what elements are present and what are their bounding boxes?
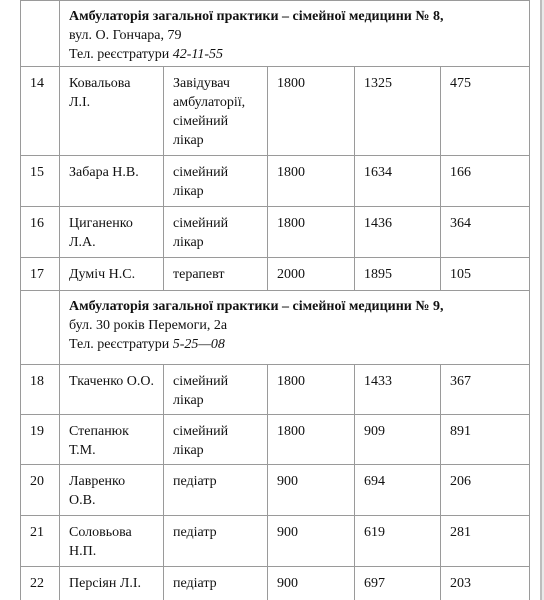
table-row <box>21 67 530 156</box>
doctor-position: Завідувач амбулаторії, сімейний лікар <box>164 67 268 156</box>
doctor-position: сімейний лікар <box>164 365 268 415</box>
doctor-name: Ковальова Л.І. <box>60 67 164 156</box>
doctor-position: сімейний лікар <box>164 156 268 207</box>
doctor-position: педіатр <box>164 567 268 600</box>
section-title: Амбулаторія загальної практики – сімейної медицини № 9, <box>69 299 444 314</box>
value-col3: 203 <box>441 567 530 600</box>
value-col1: 1800 <box>268 67 355 156</box>
section-address: вул. О. Гончара, 79 <box>69 28 182 43</box>
table-row <box>21 365 530 415</box>
value-col1: 1800 <box>268 365 355 415</box>
value-col2: 909 <box>355 415 441 465</box>
row-number: 21 <box>21 516 60 567</box>
doctor-name: Ткаченко О.О. <box>60 365 164 415</box>
section-header-blank <box>21 291 60 365</box>
row-number: 18 <box>21 365 60 415</box>
doctor-name: Степанюк Т.М. <box>60 415 164 465</box>
value-col1: 2000 <box>268 258 355 291</box>
value-col3: 891 <box>441 415 530 465</box>
table-row <box>21 465 530 516</box>
table-row <box>21 516 530 567</box>
row-number: 20 <box>21 465 60 516</box>
table-row <box>21 156 530 207</box>
value-col1: 1800 <box>268 156 355 207</box>
doctor-position: педіатр <box>164 465 268 516</box>
row-number: 22 <box>21 567 60 600</box>
table-row <box>21 258 530 291</box>
table-row <box>21 207 530 258</box>
value-col3: 364 <box>441 207 530 258</box>
row-number: 19 <box>21 415 60 465</box>
value-col3: 206 <box>441 465 530 516</box>
tel-label: Тел. реєстратури <box>69 337 173 352</box>
tel-number: 5-25—08 <box>172 337 225 352</box>
value-col2: 1325 <box>355 67 441 156</box>
row-number: 16 <box>21 207 60 258</box>
value-col1: 900 <box>268 567 355 600</box>
value-col3: 281 <box>441 516 530 567</box>
section-tel <box>69 335 521 354</box>
doctor-name: Забара Н.В. <box>60 156 164 207</box>
doctors-table <box>20 0 530 600</box>
doctor-position: сімейний лікар <box>164 207 268 258</box>
value-col2: 1895 <box>355 258 441 291</box>
section-address: бул. 30 років Перемоги, 2а <box>69 318 228 333</box>
section-header-cell <box>60 1 530 67</box>
table-row <box>21 567 530 600</box>
value-col2: 619 <box>355 516 441 567</box>
section-header-blank <box>21 1 60 67</box>
value-col1: 900 <box>268 465 355 516</box>
section-title: Амбулаторія загальної практики – сімейної медицини № 8, <box>69 9 444 24</box>
value-col3: 105 <box>441 258 530 291</box>
doctor-name: Циганенко Л.А. <box>60 207 164 258</box>
value-col2: 1436 <box>355 207 441 258</box>
row-number: 14 <box>21 67 60 156</box>
doctor-name: Думіч Н.С. <box>60 258 164 291</box>
row-number: 15 <box>21 156 60 207</box>
value-col3: 367 <box>441 365 530 415</box>
value-col2: 1433 <box>355 365 441 415</box>
value-col1: 1800 <box>268 415 355 465</box>
tel-label: Тел. реєстратури <box>69 47 173 62</box>
doctor-name: Лавренко О.В. <box>60 465 164 516</box>
value-col2: 694 <box>355 465 441 516</box>
section-header-row <box>21 291 530 365</box>
value-col2: 697 <box>355 567 441 600</box>
table-row <box>21 415 530 465</box>
section-header-cell <box>60 291 530 365</box>
value-col3: 475 <box>441 67 530 156</box>
doctor-position: педіатр <box>164 516 268 567</box>
doctor-name: Персіян Л.І. <box>60 567 164 600</box>
section-tel <box>69 45 521 64</box>
row-number: 17 <box>21 258 60 291</box>
doctor-name: Соловьова Н.П. <box>60 516 164 567</box>
value-col2: 1634 <box>355 156 441 207</box>
value-col1: 900 <box>268 516 355 567</box>
value-col1: 1800 <box>268 207 355 258</box>
doctor-position: терапевт <box>164 258 268 291</box>
doctor-position: сімейний лікар <box>164 415 268 465</box>
value-col3: 166 <box>441 156 530 207</box>
tel-number: 42-11-55 <box>172 47 224 62</box>
section-header-row <box>21 1 530 67</box>
